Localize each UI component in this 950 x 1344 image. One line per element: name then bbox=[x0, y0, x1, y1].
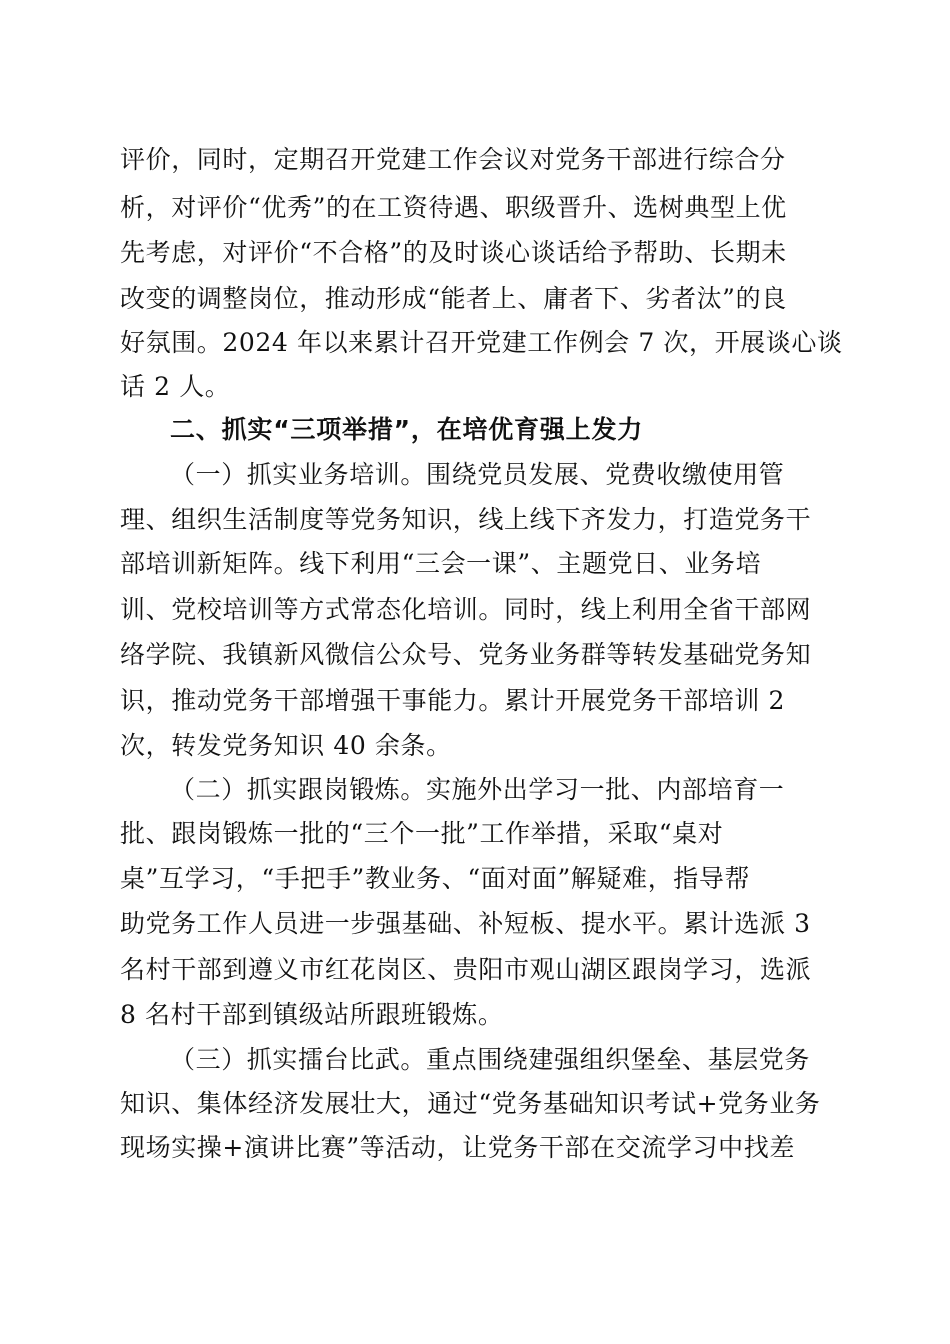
body-text-line: 好氛围。2024 年以来累计召开党建工作例会 7 次，开展谈心谈 bbox=[120, 328, 843, 357]
body-text-line: 8 名村干部到镇级站所跟班锻炼。 bbox=[120, 1000, 504, 1029]
section-heading: 二、抓实“三项举措”，在培优育强上发力 bbox=[170, 415, 644, 444]
body-text-line: 助党务工作人员进一步强基础、补短板、提水平。累计选派 3 bbox=[120, 909, 811, 938]
body-text-line: 部培训新矩阵。线下利用“三会一课”、主题党日、业务培 bbox=[120, 549, 762, 578]
paragraph-first-line: （二）抓实跟岗锻炼。实施外出学习一批、内部培育一 bbox=[170, 775, 785, 804]
body-text-line: 络学院、我镇新风微信公众号、党务业务群等转发基础党务知 bbox=[120, 640, 812, 669]
body-text-line: 理、组织生活制度等党务知识，线上线下齐发力，打造党务干 bbox=[120, 505, 812, 534]
body-text-line: 训、党校培训等方式常态化培训。同时，线上利用全省干部网 bbox=[120, 595, 812, 624]
body-text-line: 评价，同时，定期召开党建工作会议对党务干部进行综合分 bbox=[120, 145, 786, 174]
body-text-line: 先考虑，对评价“不合格”的及时谈心谈话给予帮助、长期未 bbox=[120, 238, 787, 267]
body-text-line: 现场实操+演讲比赛”等活动，让党务干部在交流学习中找差 bbox=[120, 1133, 795, 1162]
body-text-line: 次，转发党务知识 40 余条。 bbox=[120, 731, 452, 760]
paragraph-first-line: （三）抓实擂台比武。重点围绕建强组织堡垒、基层党务 bbox=[170, 1045, 811, 1074]
body-text-line: 析，对评价“优秀”的在工资待遇、职级晋升、选树典型上优 bbox=[120, 193, 787, 222]
body-text-line: 改变的调整岗位，推动形成“能者上、庸者下、劣者汰”的良 bbox=[120, 284, 787, 313]
body-text-line: 话 2 人。 bbox=[120, 372, 231, 401]
body-text-line: 批、跟岗锻炼一批的“三个一批”工作举措，采取“桌对 bbox=[120, 819, 724, 848]
paragraph-first-line: （一）抓实业务培训。围绕党员发展、党费收缴使用管 bbox=[170, 460, 785, 489]
body-text-line: 桌”互学习，“手把手”教业务、“面对面”解疑难，指导帮 bbox=[120, 864, 751, 893]
body-text-line: 识，推动党务干部增强干事能力。累计开展党务干部培训 2 bbox=[120, 686, 786, 715]
body-text-line: 知识、集体经济发展壮大，通过“党务基础知识考试+党务业务 bbox=[120, 1089, 821, 1118]
body-text-line: 名村干部到遵义市红花岗区、贵阳市观山湖区跟岗学习，选派 bbox=[120, 955, 812, 984]
